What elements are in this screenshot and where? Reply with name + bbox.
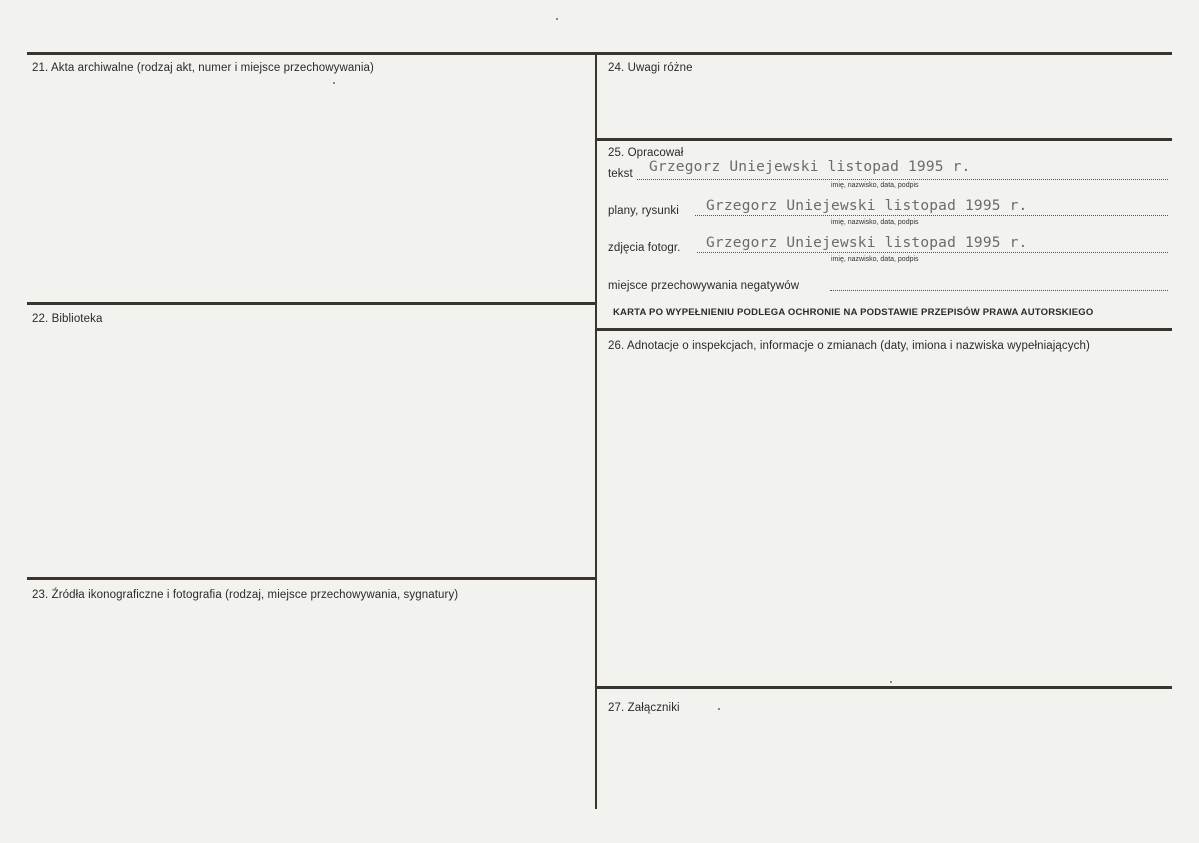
author-text-value: Grzegorz Uniejewski listopad 1995 r. xyxy=(649,159,971,175)
paper-speck xyxy=(718,708,720,710)
author-photos-label: zdjęcia fotogr. xyxy=(608,242,681,254)
paper-speck xyxy=(890,681,892,683)
author-plans-label: plany, rysunki xyxy=(608,205,679,217)
section-27-label: 27. Załączniki xyxy=(608,702,680,714)
top-rule xyxy=(27,52,1172,55)
section-22-label: 22. Biblioteka xyxy=(32,313,103,325)
author-photos-caption: imię, nazwisko, data, podpis xyxy=(831,256,919,263)
author-text-caption: imię, nazwisko, data, podpis xyxy=(831,182,919,189)
rule-24-25 xyxy=(597,138,1172,141)
author-plans-value: Grzegorz Uniejewski listopad 1995 r. xyxy=(706,198,1028,214)
section-21-label: 21. Akta archiwalne (rodzaj akt, numer i miejsce przechowywania) xyxy=(32,62,374,74)
author-text-label: tekst xyxy=(608,168,633,180)
negatives-label: miejsce przechowywania negatywów xyxy=(608,280,800,292)
section-25-label: 25. Opracował xyxy=(608,147,684,159)
author-photos-line xyxy=(697,252,1168,253)
author-plans-line xyxy=(695,215,1168,216)
paper-speck xyxy=(556,18,558,20)
author-plans-caption: imię, nazwisko, data, podpis xyxy=(831,219,919,226)
rule-21-22 xyxy=(27,302,595,305)
rule-26-27 xyxy=(597,686,1172,689)
rule-25-26 xyxy=(597,328,1172,331)
center-divider xyxy=(595,52,597,809)
author-text-line xyxy=(637,179,1168,180)
section-23-label: 23. Źródła ikonograficzne i fotografia (rodzaj, miejsce przechowywania, sygnatury) xyxy=(32,589,459,601)
paper-speck xyxy=(333,82,335,84)
section-26-label: 26. Adnotacje o inspekcjach, informacje o zmianach (daty, imiona i nazwiska wypełniających) xyxy=(608,340,1090,352)
negatives-line xyxy=(830,290,1168,291)
author-photos-value: Grzegorz Uniejewski listopad 1995 r. xyxy=(706,235,1028,251)
rule-22-23 xyxy=(27,577,595,580)
copyright-notice: KARTA PO WYPEŁNIENIU PODLEGA OCHRONIE NA PODSTAWIE PRZEPISÓW PRAWA AUTORSKIEGO xyxy=(613,307,1094,318)
section-24-label: 24. Uwagi różne xyxy=(608,62,693,74)
